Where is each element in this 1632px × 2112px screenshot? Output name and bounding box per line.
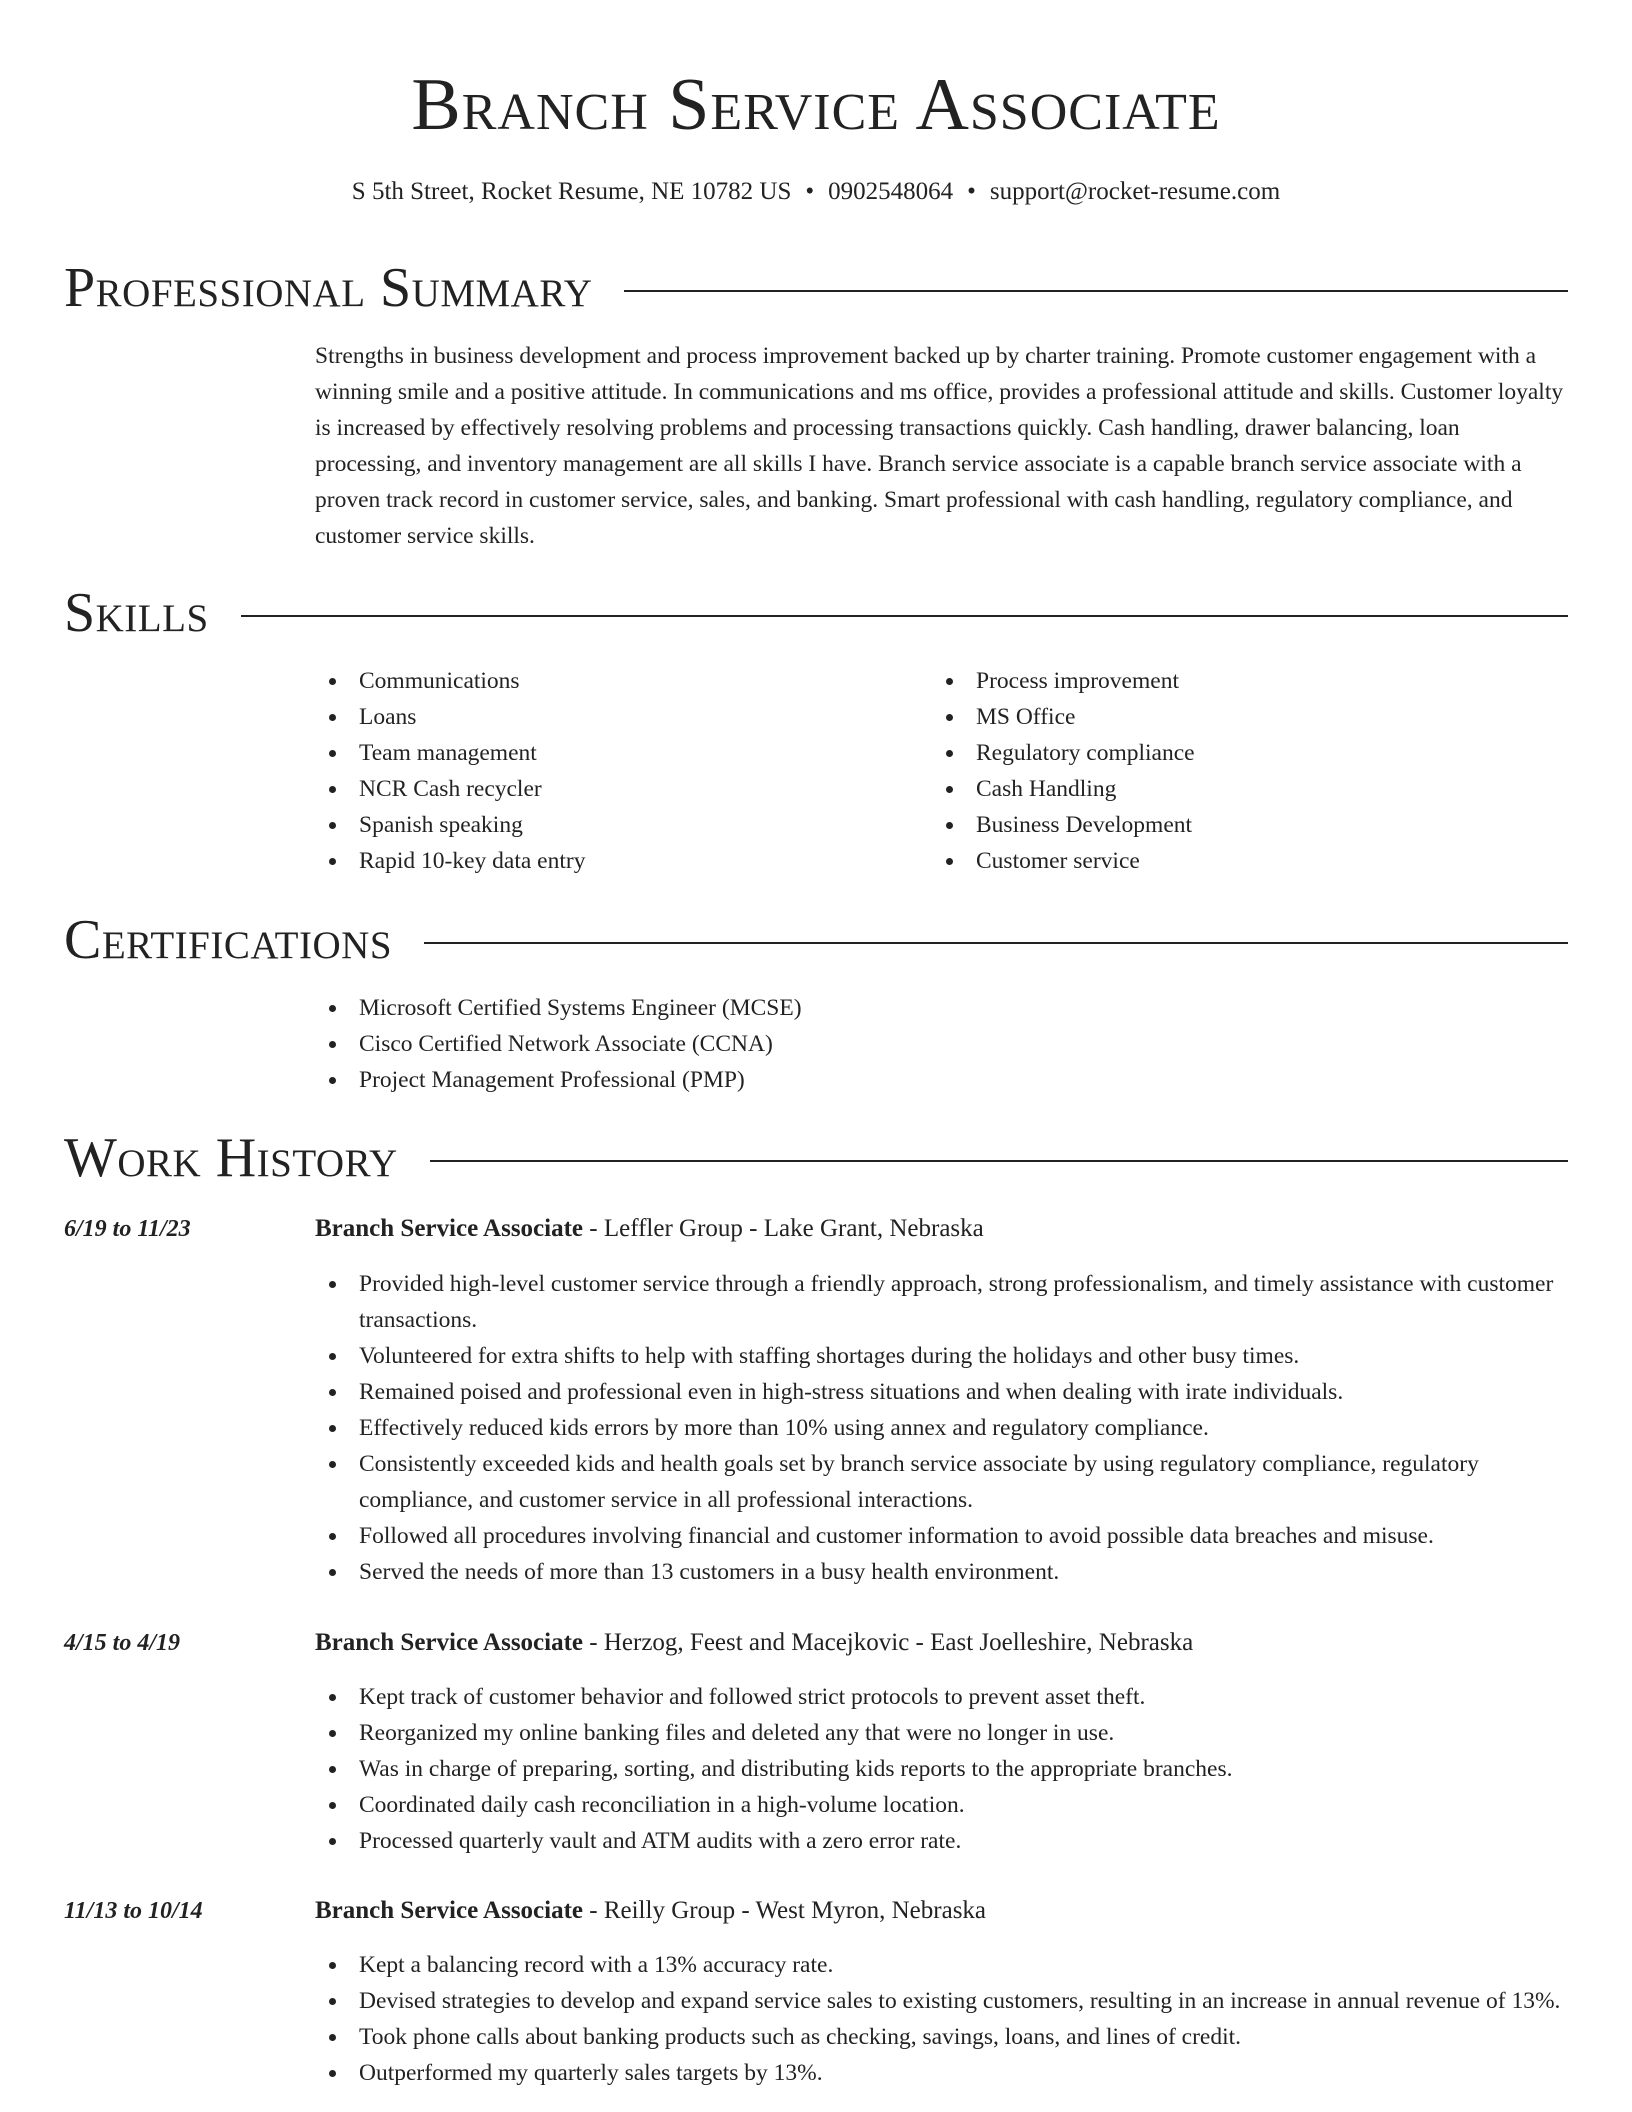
job-bullet: Was in charge of preparing, sorting, and distributing kids reports to the appropriate branches. xyxy=(315,1751,1565,1787)
section-header-skills xyxy=(64,581,1568,645)
section-divider xyxy=(241,615,1568,617)
job-dates: 11/13 to 10/14 xyxy=(64,1898,203,1924)
section-header-summary xyxy=(64,256,1568,320)
skill-item: Regulatory compliance xyxy=(932,735,1492,771)
job-bullet: Took phone calls about banking products such as checking, savings, loans, and lines of credit. xyxy=(315,2019,1565,2055)
job-bullet-list xyxy=(315,1947,1565,2091)
contact-email: support@rocket-resume.com xyxy=(989,178,1281,205)
section-header-certifications xyxy=(64,908,1568,972)
contact-line xyxy=(0,175,1632,209)
job-bullet: Remained poised and professional even in high-stress situations and when dealing with irate individuals. xyxy=(315,1374,1565,1410)
section-divider xyxy=(424,942,1568,944)
skill-item: Customer service xyxy=(932,843,1492,879)
skill-item: Cash Handling xyxy=(932,771,1492,807)
section-header-work-history xyxy=(64,1126,1568,1190)
job-bullet: Served the needs of more than 13 customers in a busy health environment. xyxy=(315,1554,1565,1590)
certification-item: Project Management Professional (PMP) xyxy=(315,1062,1565,1098)
job-bullet: Consistently exceeded kids and health goals set by branch service associate by using regulatory compliance, regulatory compliance, and customer service in all professional interactions. xyxy=(315,1446,1565,1518)
job-employer: - Leffler Group - Lake Grant, Nebraska xyxy=(583,1215,984,1242)
job-heading xyxy=(315,1212,1565,1246)
skill-item: Spanish speaking xyxy=(315,807,875,843)
skill-item: Business Development xyxy=(932,807,1492,843)
skills-list-left xyxy=(315,663,875,879)
skill-item: NCR Cash recycler xyxy=(315,771,875,807)
skill-item: Communications xyxy=(315,663,875,699)
contact-separator: • xyxy=(967,178,976,205)
job-bullet: Processed quarterly vault and ATM audits with a zero error rate. xyxy=(315,1823,1565,1859)
resume-name: Branch Service Associate xyxy=(411,64,1221,146)
job-bullet: Outperformed my quarterly sales targets by 13%. xyxy=(315,2055,1565,2091)
section-title-summary: Professional Summary xyxy=(64,257,593,319)
skill-item: Team management xyxy=(315,735,875,771)
job-heading xyxy=(315,1626,1565,1660)
job-bullet: Kept a balancing record with a 13% accuracy rate. xyxy=(315,1947,1565,1983)
skill-item: MS Office xyxy=(932,699,1492,735)
skill-item: Process improvement xyxy=(932,663,1492,699)
section-title-skills: Skills xyxy=(64,582,209,644)
job-dates: 4/15 to 4/19 xyxy=(64,1630,181,1656)
job-bullet: Devised strategies to develop and expand service sales to existing customers, resulting in an increase in annual revenue of 13%. xyxy=(315,1983,1565,2019)
job-bullet: Followed all procedures involving financial and customer information to avoid possible data breaches and misuse. xyxy=(315,1518,1565,1554)
certification-item: Microsoft Certified Systems Engineer (MCSE) xyxy=(315,990,1565,1026)
certifications-list xyxy=(315,990,1565,1098)
job-bullet: Kept track of customer behavior and followed strict protocols to prevent asset theft. xyxy=(315,1679,1565,1715)
job-role: Branch Service Associate xyxy=(315,1215,584,1242)
contact-phone: 0902548064 xyxy=(828,178,954,205)
skill-item: Rapid 10-key data entry xyxy=(315,843,875,879)
job-bullet: Reorganized my online banking files and deleted any that were no longer in use. xyxy=(315,1715,1565,1751)
job-bullet-list xyxy=(315,1266,1565,1590)
job-role: Branch Service Associate xyxy=(315,1629,584,1656)
skill-item: Loans xyxy=(315,699,875,735)
section-divider xyxy=(430,1160,1568,1162)
section-divider xyxy=(624,290,1568,292)
skills-list-right xyxy=(932,663,1492,879)
job-bullet: Volunteered for extra shifts to help with staffing shortages during the holidays and other busy times. xyxy=(315,1338,1565,1374)
summary-text: Strengths in business development and process improvement backed up by charter training. Promote customer engagement with a winning smile and a positive attitude. In communications and ms office, provides a professional attitude and skills. Customer loyalty is increased by effectively resolving problems and processing transactions quickly. Cash handling, drawer balancing, loan processing, and inventory management are all skills I have. Branch service associate is a capable branch service associate with a proven track record in customer service, sales, and banking. Smart professional with cash handling, regulatory compliance, and customer service skills. xyxy=(315,343,1564,549)
job-heading xyxy=(315,1894,1565,1928)
job-role: Branch Service Associate xyxy=(315,1897,584,1924)
job-employer: - Herzog, Feest and Macejkovic - East Joelleshire, Nebraska xyxy=(583,1629,1194,1656)
section-title-certifications: Certifications xyxy=(64,909,393,971)
job-bullet: Coordinated daily cash reconciliation in a high-volume location. xyxy=(315,1787,1565,1823)
job-dates: 6/19 to 11/23 xyxy=(64,1216,191,1242)
contact-address: S 5th Street, Rocket Resume, NE 10782 US xyxy=(351,178,792,205)
contact-separator: • xyxy=(805,178,815,205)
job-bullet: Provided high-level customer service through a friendly approach, strong professionalism, and timely assistance with customer transactions. xyxy=(315,1266,1565,1338)
certification-item: Cisco Certified Network Associate (CCNA) xyxy=(315,1026,1565,1062)
job-employer: - Reilly Group - West Myron, Nebraska xyxy=(583,1897,987,1924)
job-bullet: Effectively reduced kids errors by more than 10% using annex and regulatory compliance. xyxy=(315,1410,1565,1446)
section-title-work-history: Work History xyxy=(64,1127,398,1189)
job-bullet-list xyxy=(315,1679,1565,1859)
